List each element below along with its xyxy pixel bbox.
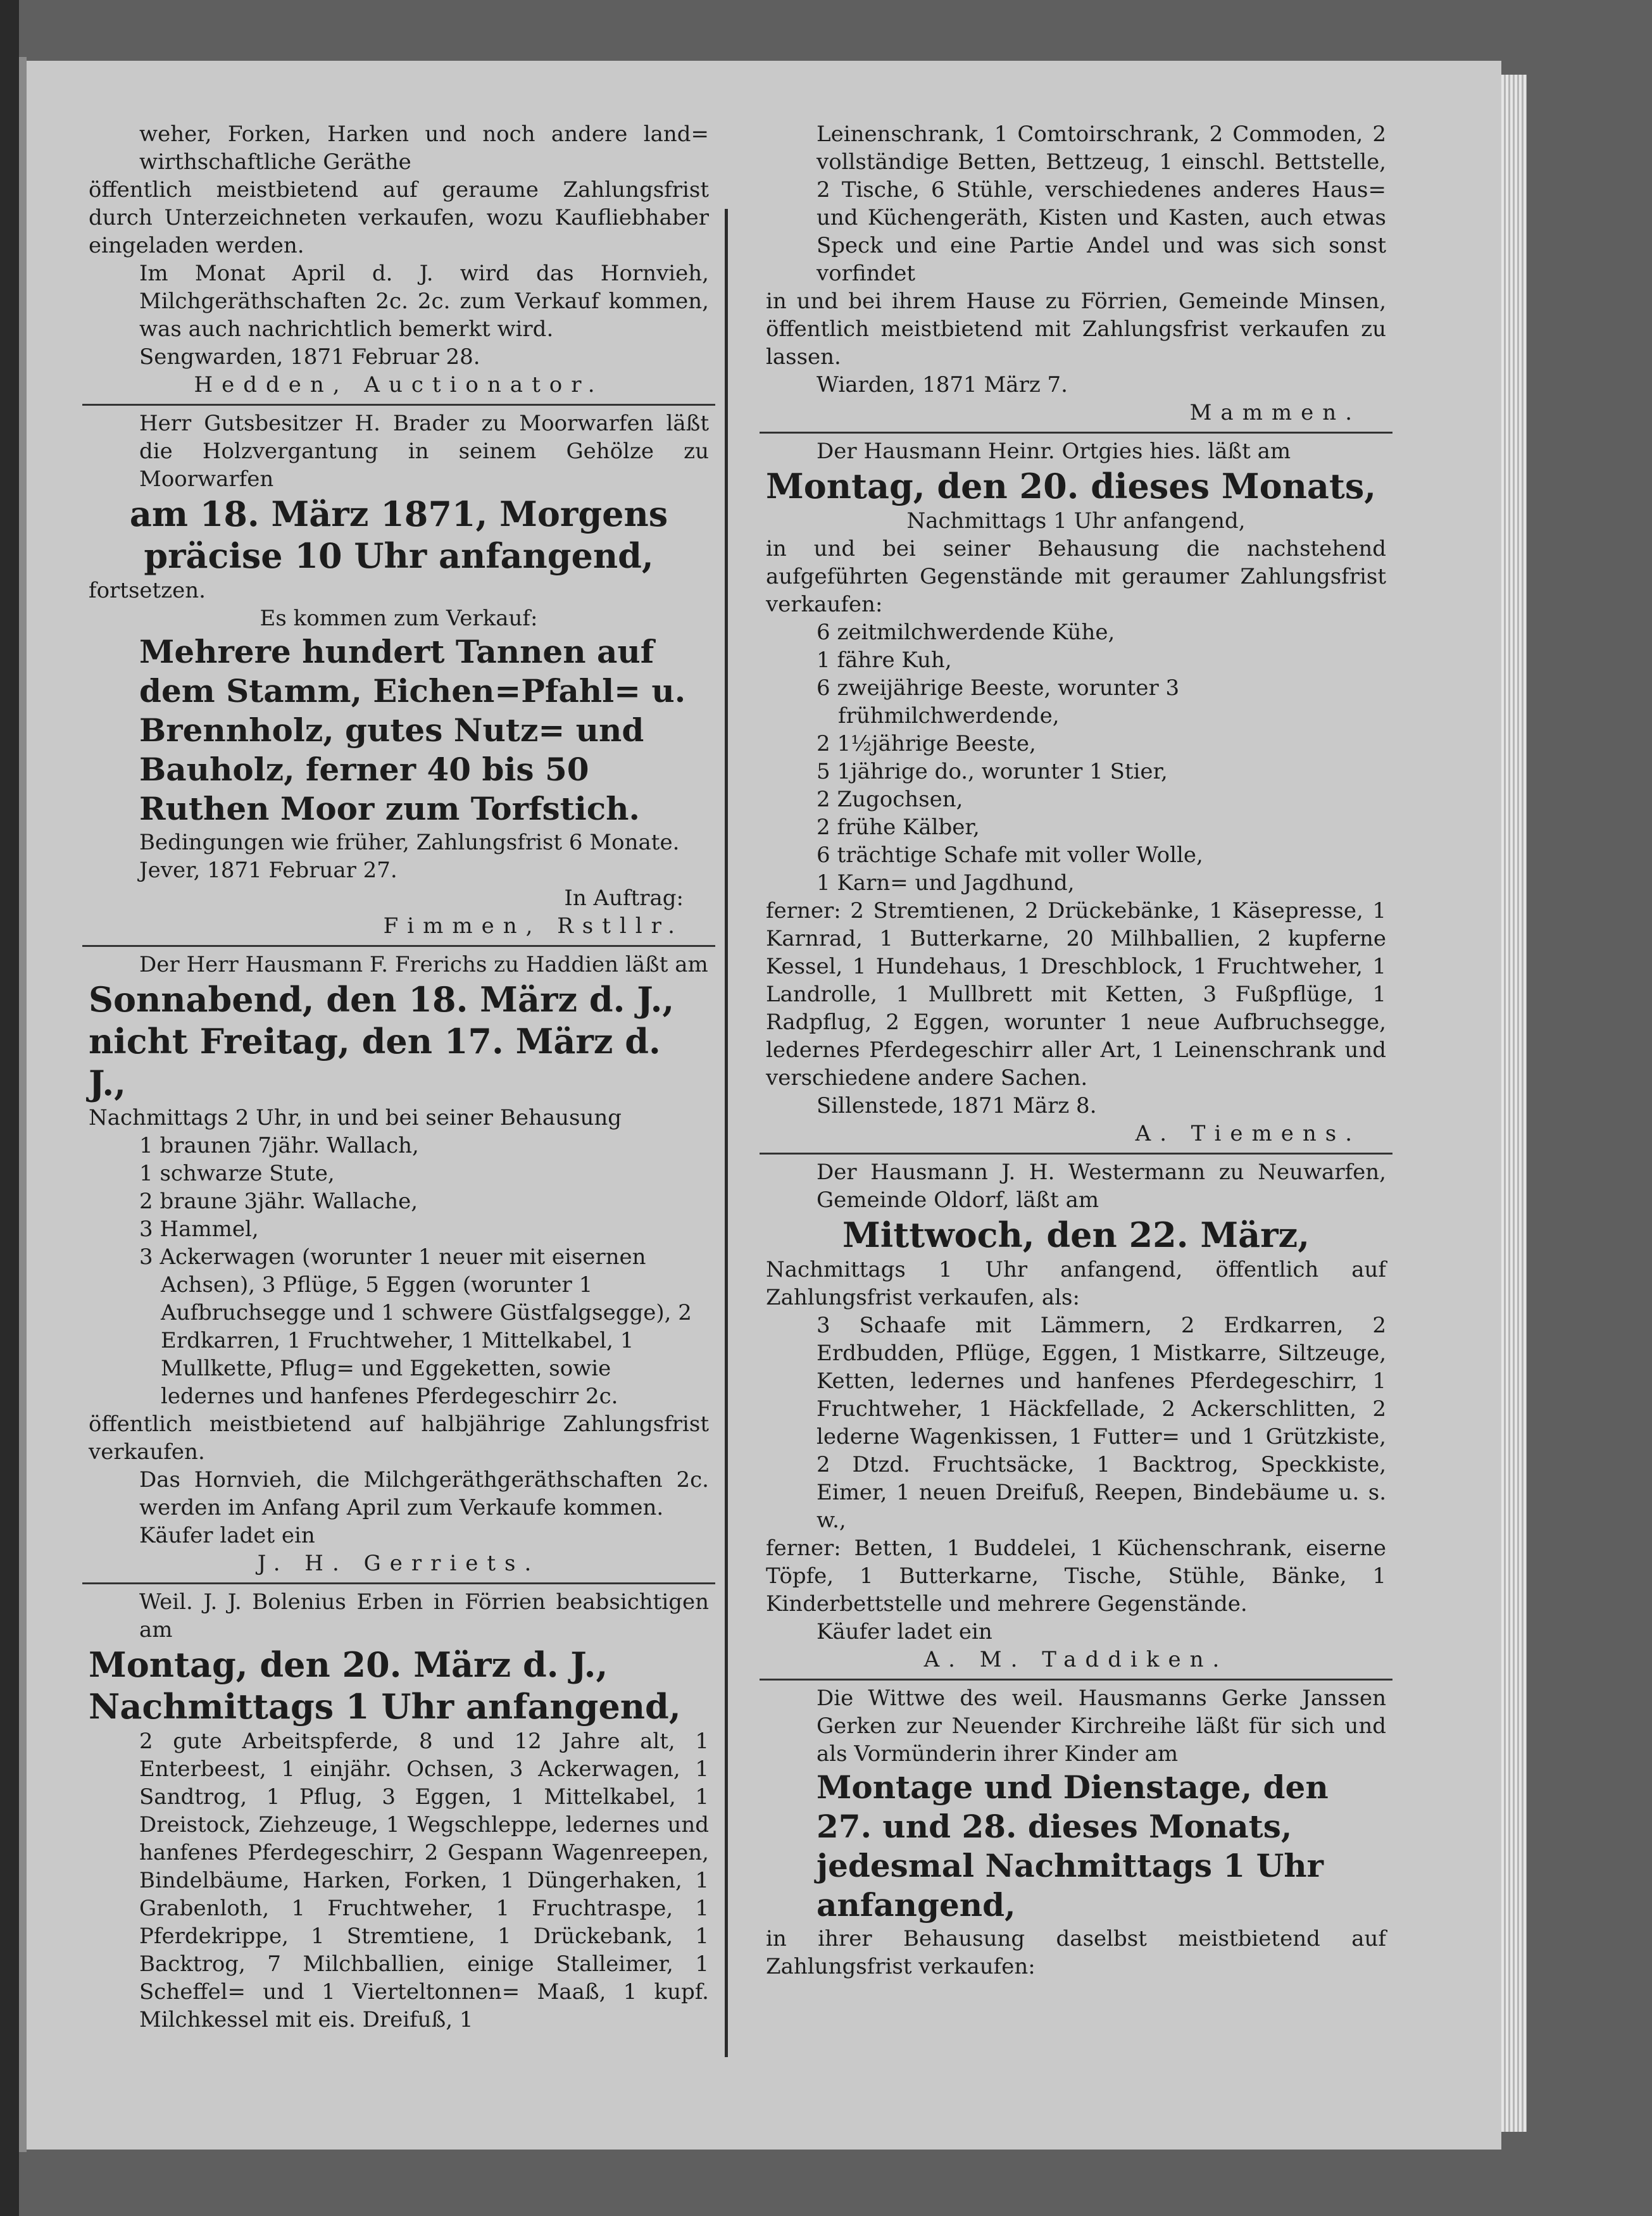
ad-holzvergantung xyxy=(82,404,715,945)
ad-text: in ihrer Behausung daselbst meistbietend auf Zahlungsfrist verkaufen: xyxy=(766,1926,1386,1979)
ad-signature: Mammen. xyxy=(1189,400,1361,425)
ad-text: ferner: 2 Stremtienen, 2 Drückebänke, 1 Käsepresse, 1 Karnrad, 1 Butterkarne, 20 Milhballien, 2 kupferne Kessel, 1 Hundehaus, 1 Dreschblock, 1 Fruchtweher, 1 Landrolle, 1 Mullbrett mit Ketten, 3 Fußpflüge, 1 Radpflug, 2 Eggen, worunter 1 neue Aufbruchsegge, ledernes Pferdegeschirr aller Art, 1 Leinenschrank und verschiedene andere Sachen. xyxy=(766,898,1386,1091)
list-item: 1 fähre Kuh, xyxy=(817,648,952,673)
ad-westermann xyxy=(760,1153,1392,1679)
ad-item-list xyxy=(766,618,1386,897)
ad-headline: Nachmittags 1 Uhr anfangend, xyxy=(89,1686,681,1727)
ad-intro: Weil. J. J. Bolenius Erben in Förrien beabsichtigen am xyxy=(139,1589,709,1643)
ad-intro: Der Herr Hausmann F. Frerichs zu Haddien läßt am xyxy=(139,952,708,977)
list-item: 3 Ackerwagen (worunter 1 neuer mit eisernen Achsen), 3 Pflüge, 5 Eggen (worunter 1 Aufbruchsegge und 1 schwere Güstfalgsegge), 2 Erdkarren, 1 Fruchtweher, 1 Mittelkabel, 1 Mullkette, Pflug= und Eggeketten, sowie ledernes und hanfenes Pferdegeschirr 2c. xyxy=(139,1244,692,1409)
ad-signature: A. Tiemens. xyxy=(1135,1121,1361,1146)
ad-text: öffentlich meistbietend auf geraume Zahlungsfrist durch Unterzeichneten verkaufen, wozu Kaufliebhaber eingeladen werden. xyxy=(89,177,709,258)
book-binding xyxy=(0,0,19,2216)
page-edges xyxy=(1501,75,1527,2132)
right-column xyxy=(760,120,1392,1986)
ad-item-list xyxy=(89,1132,709,1410)
ad-wiarden xyxy=(760,120,1392,432)
ad-signature: J. H. Gerriets. xyxy=(257,1551,541,1576)
ad-bolenius xyxy=(82,1582,715,2039)
ad-headline: Montag, den 20. dieses Monats, xyxy=(766,466,1377,506)
ad-invite: Käufer ladet ein xyxy=(817,1619,992,1644)
ad-headline: nicht Freitag, den 17. März d. J., xyxy=(89,1021,661,1103)
ad-gerken xyxy=(760,1679,1392,1986)
ad-ortgies xyxy=(760,432,1392,1153)
ad-items: 3 Schaafe mit Lämmern, 2 Erdkarren, 2 Erdbudden, Pflüge, Eggen, 1 Mistkarre, Siltzeuge, Ketten, ledernes und hanfenes Pferdegeschirr, 1 Fruchtweher, 1 Häckfellade, 2 Ackerschlitten, 2 lederne Wagenkissen, 1 Futter= und 1 Grützkiste, 2 Dtzd. Fruchtsäcke, 1 Backtrog, Speckkiste, Eimer, 1 neuen Dreifuß, Reepen, Bindebäume u. s. w., xyxy=(817,1313,1386,1533)
list-item: 3 Hammel, xyxy=(139,1217,259,1242)
ad-text: öffentlich meistbietend auf halbjährige Zahlungsfrist verkaufen. xyxy=(89,1412,709,1465)
ad-time: Nachmittags 1 Uhr anfangend, xyxy=(906,508,1246,534)
previous-page-edge xyxy=(19,57,27,2152)
ad-time: Nachmittags 2 Uhr, in und bei seiner Behausung xyxy=(89,1105,622,1130)
ad-headline: am 18. März 1871, Morgens präcise 10 Uhr anfangend, xyxy=(129,494,668,576)
left-column xyxy=(82,120,715,2039)
list-item: 6 zweijährige Beeste, worunter 3 frühmilchwerdende, xyxy=(817,675,1180,729)
ad-note: Das Hornvieh, die Milchgeräthgeräthschaften 2c. werden im Anfang April zum Verkaufe kommen. xyxy=(139,1467,709,1520)
list-item: 2 frühe Kälber, xyxy=(817,815,980,840)
ad-text: Leinenschrank, 1 Comtoirschrank, 2 Commoden, 2 vollständige Betten, Bettzeug, 1 einschl. Bettstelle, 2 Tische, 6 Stühle, verschiedenes anderes Haus= und Küchengeräth, Kisten und Kasten, auch etwas Speck und eine Partie Andel und was sich sonst vorfindet xyxy=(817,122,1386,286)
list-item: 6 trächtige Schafe mit voller Wolle, xyxy=(817,842,1203,868)
ad-signature-label: In Auftrag: xyxy=(564,886,684,911)
ad-headline: Montag, den 20. März d. J., xyxy=(89,1644,608,1685)
ad-text: weher, Forken, Harken und noch andere land= wirthschaftliche Geräthe xyxy=(139,122,709,175)
list-item: 1 Karn= und Jagdhund, xyxy=(817,870,1075,896)
ad-headline: Montage und Dienstage, den 27. und 28. dieses Monats, jedesmal Nachmittags 1 Uhr anfangend, xyxy=(817,1768,1329,1924)
list-item: 2 braune 3jähr. Wallache, xyxy=(139,1189,418,1214)
list-item: 1 schwarze Stute, xyxy=(139,1161,335,1186)
list-item: 1 braunen 7jähr. Wallach, xyxy=(139,1133,419,1158)
ad-invite: Käufer ladet ein xyxy=(139,1523,315,1548)
list-item: 5 1jährige do., worunter 1 Stier, xyxy=(817,759,1168,784)
ad-sengwarden xyxy=(82,120,715,404)
ad-intro: Die Wittwe des weil. Hausmanns Gerke Janssen Gerken zur Neuender Kirchreihe läßt für sich und als Vormünderin ihrer Kinder am xyxy=(817,1686,1386,1767)
ad-subheading: Es kommen zum Verkauf: xyxy=(260,606,538,631)
ad-place-date: Wiarden, 1871 März 7. xyxy=(817,372,1068,398)
column-divider xyxy=(725,209,728,2057)
ad-text: in und bei seiner Behausung die nachstehend aufgeführten Gegenstände mit geraumer Zahlungsfrist verkaufen: xyxy=(766,536,1386,617)
ad-signature: A. M. Taddiken. xyxy=(923,1647,1229,1672)
ad-text: Nachmittags 1 Uhr anfangend, öffentlich auf Zahlungsfrist verkaufen, als: xyxy=(766,1257,1386,1310)
ad-signature: Hedden, Auctionator. xyxy=(194,372,604,398)
ad-text: ferner: Betten, 1 Buddelei, 1 Küchenschrank, eiserne Töpfe, 1 Butterkarne, Tische, Stühle, Bänke, 1 Kinderbettstelle und mehrere Gegenstände. xyxy=(766,1536,1386,1617)
ad-place-date: Sillenstede, 1871 März 8. xyxy=(817,1093,1097,1118)
ad-signature: Fimmen, Rstllr. xyxy=(383,913,684,939)
ad-place-date: Jever, 1871 Februar 27. xyxy=(139,858,397,883)
ad-place-date: Sengwarden, 1871 Februar 28. xyxy=(139,344,480,370)
ad-text: Im Monat April d. J. wird das Hornvieh, Milchgeräthschaften 2c. 2c. zum Verkauf kommen, was auch nachrichtlich bemerkt wird. xyxy=(139,261,709,342)
ad-text: in und bei ihrem Hause zu Förrien, Gemeinde Minsen, öffentlich meistbietend mit Zahlungsfrist verkaufen zu lassen. xyxy=(766,289,1386,370)
ad-headline: Mittwoch, den 22. März, xyxy=(842,1215,1310,1255)
ad-items-headline: Mehrere hundert Tannen auf dem Stamm, Eichen=Pfahl= u. Brennholz, gutes Nutz= und Bauholz, ferner 40 bis 50 Ruthen Moor zum Torfstich. xyxy=(139,633,686,827)
list-item: 6 zeitmilchwerdende Kühe, xyxy=(817,620,1115,645)
ad-terms: Bedingungen wie früher, Zahlungsfrist 6 Monate. xyxy=(139,830,680,855)
ad-text: 2 gute Arbeitspferde, 8 und 12 Jahre alt, 1 Enterbeest, 1 einjähr. Ochsen, 3 Ackerwagen, 1 Sandtrog, 1 Pflug, 3 Eggen, 1 Mittelkabel, 1 Dreistock, Ziehzeuge, 1 Wegschleppe, ledernes und hanfenes Pferdegeschirr, 2 Gespann Wagenreepen, Bindelbäume, Harken, Forken, 1 Düngerhaken, 1 Grabenloth, 1 Fruchtweher, 1 Fruchtraspe, 1 Pferdekrippe, 1 Stremtiene, 1 Drückebank, 1 Backtrog, 7 Milchballien, einige Stalleimer, 1 Scheffel= und 1 Vierteltonnen= Maaß, 1 kupf. Milchkessel mit eis. Dreifuß, 1 xyxy=(139,1729,709,2032)
ad-text: fortsetzen. xyxy=(89,578,206,603)
ad-intro: Herr Gutsbesitzer H. Brader zu Moorwarfen läßt die Holzvergantung in seinem Gehölze zu Moorwarfen xyxy=(139,411,709,492)
ad-intro: Der Hausmann Heinr. Ortgies hies. läßt am xyxy=(817,439,1291,464)
ad-intro: Der Hausmann J. H. Westermann zu Neuwarfen, Gemeinde Oldorf, läßt am xyxy=(817,1160,1386,1213)
ad-frerichs xyxy=(82,945,715,1582)
ad-headline: Sonnabend, den 18. März d. J., xyxy=(89,979,675,1020)
list-item: 2 1½jährige Beeste, xyxy=(817,731,1036,756)
list-item: 2 Zugochsen, xyxy=(817,787,963,812)
